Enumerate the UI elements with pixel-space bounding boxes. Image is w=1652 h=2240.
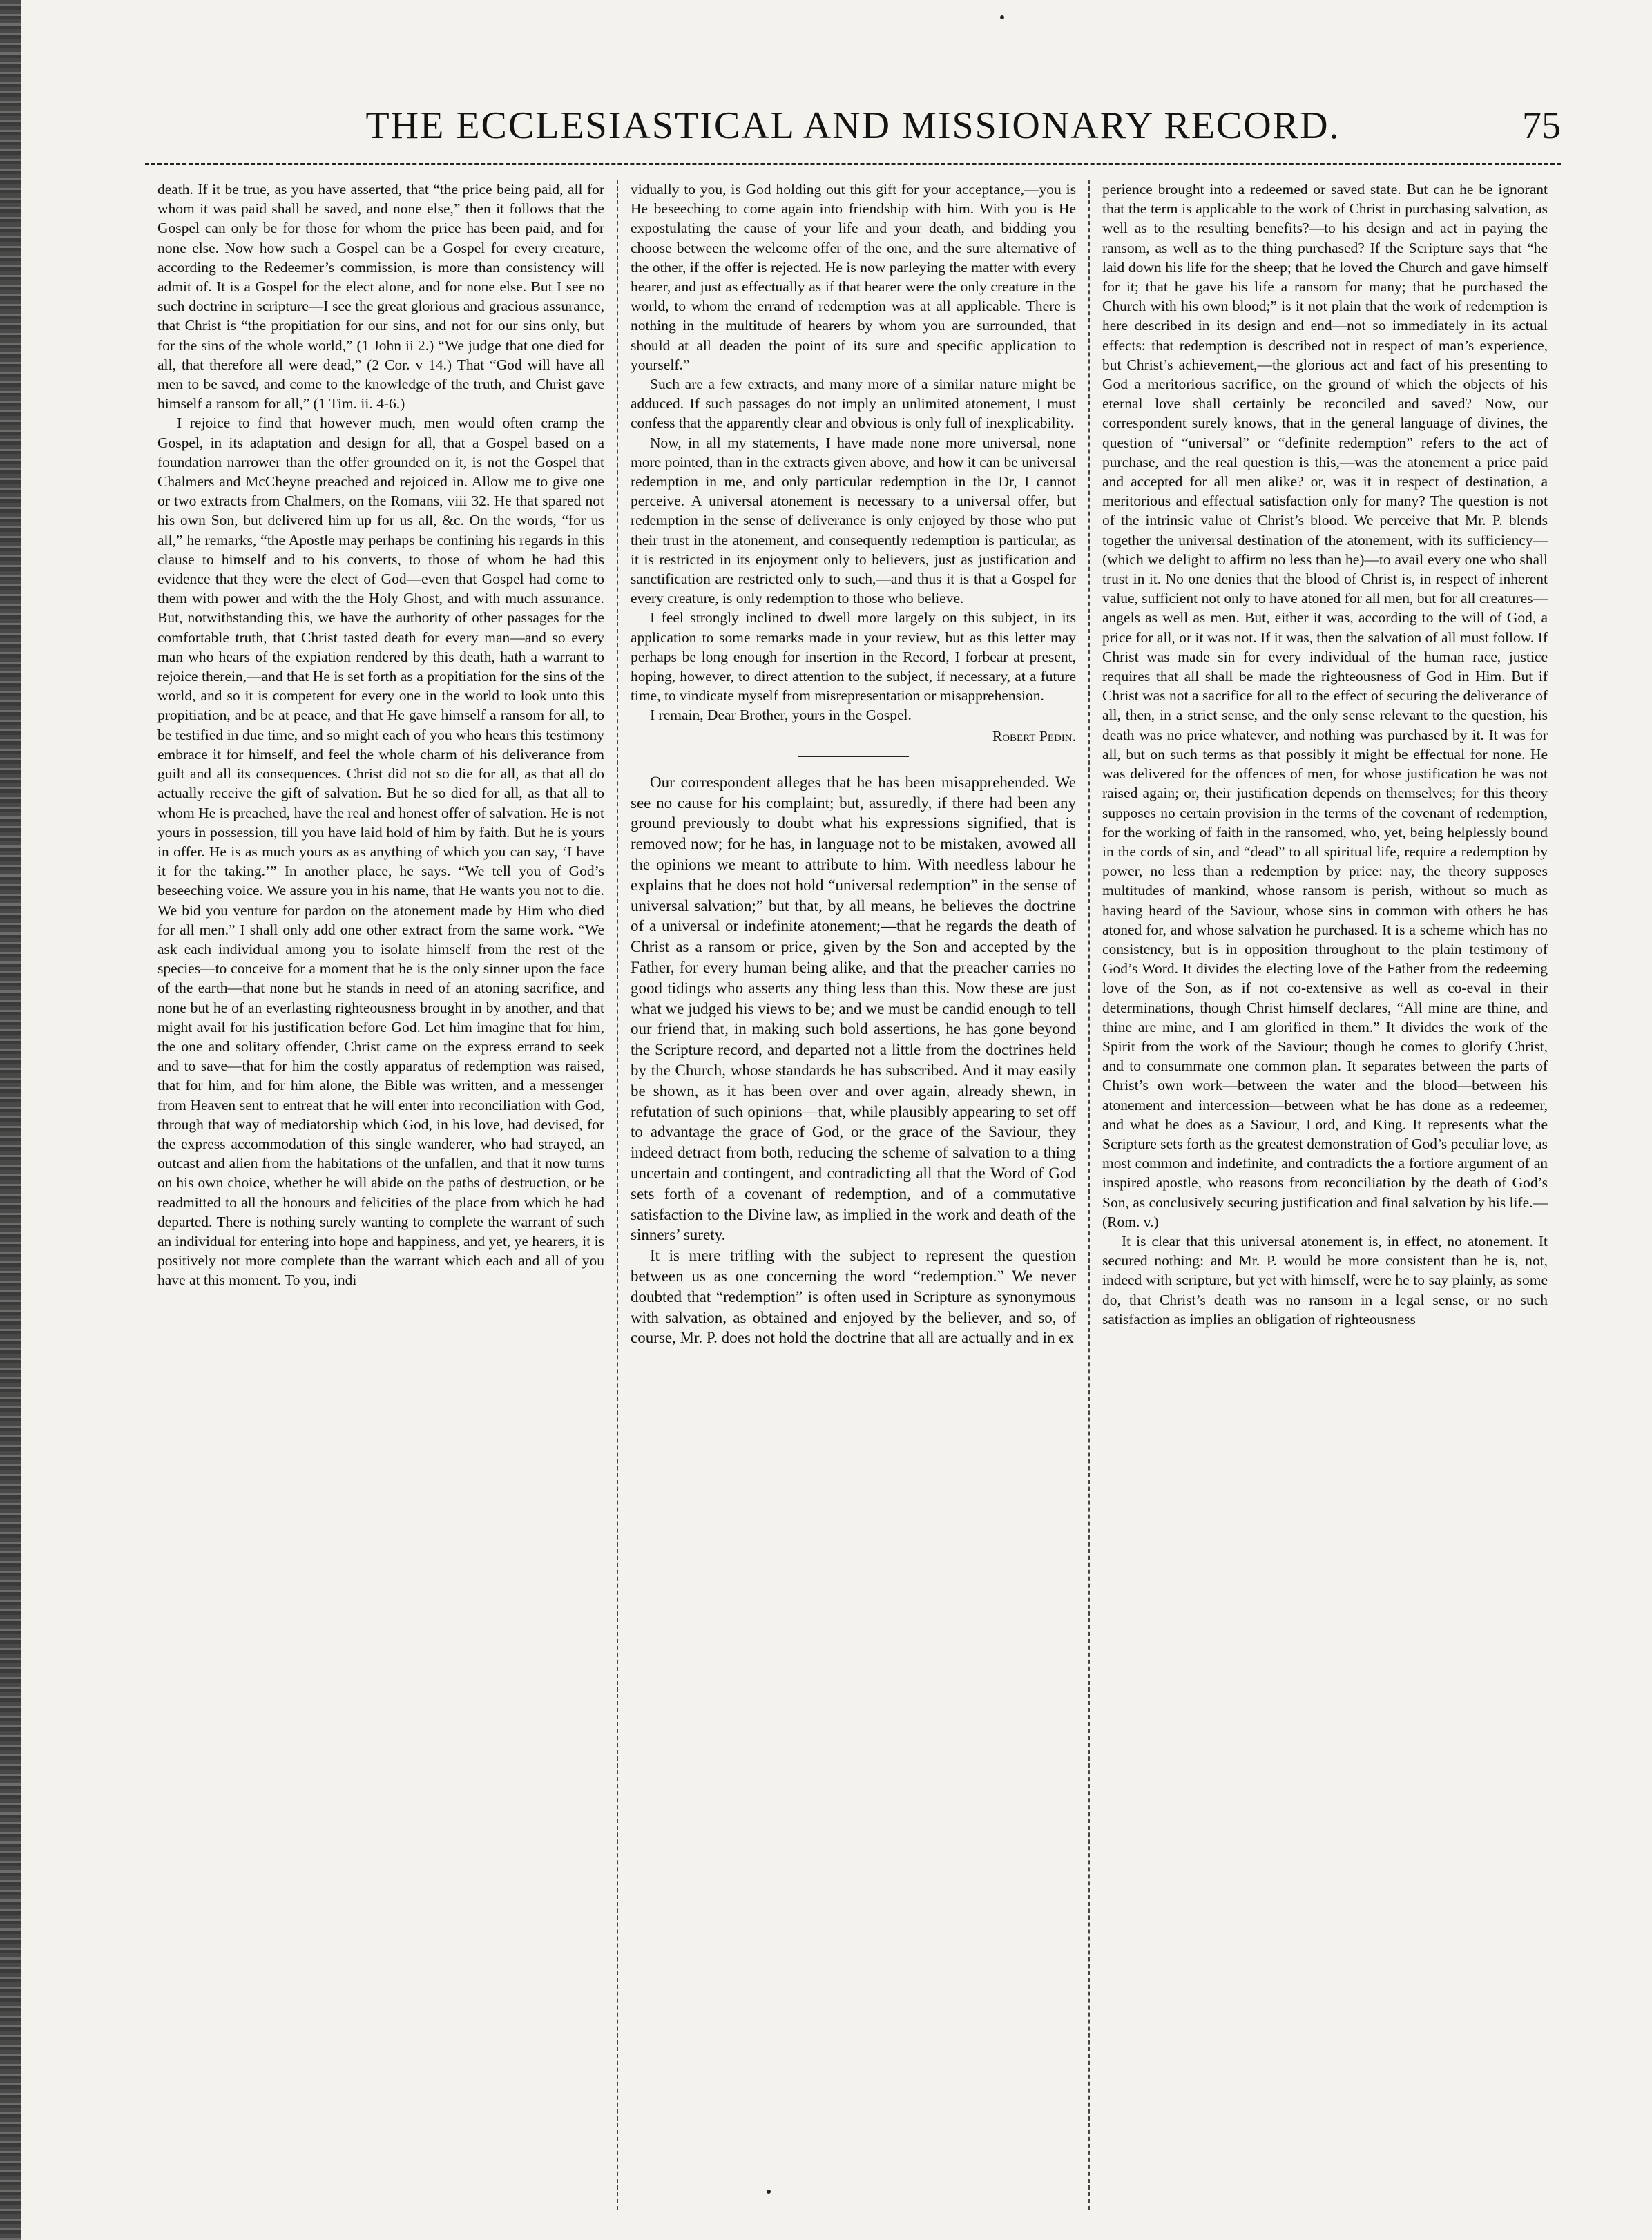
page <box>145 104 1561 2210</box>
editorial-reply <box>631 772 1076 1348</box>
column-3 <box>1088 180 1560 2210</box>
paragraph: vidually to you, is God holding out this gift for your acceptance,—you is He beseeching to come again into friendship with him. With you is He expostulating the cause of your life and your death, and bidding you choose between the welcome offer of the one, and the sure alternative of the other, if the offer is rejected. He is now parleying the matter with every hearer, and just as effectually as if that hearer were the only creature in the world, to whom the errand of redemption was at all applicable. There is nothing in the multitude of hearers by whom you are surrounded, that should at all deaden the point of its sure and specific application to yourself.” <box>631 181 1076 373</box>
letter-signature: Robert Pedin. <box>992 727 1076 745</box>
section-divider <box>798 756 909 757</box>
paragraph: It is mere trifling with the subject to represent the question between us as one concerning the word “redemption.” We never doubted that “redemption” is often used in Scripture as synonymous with salvation, as obtained and enjoyed by the believer, and so, of course, Mr. P. does not hold the doctrine that all are actually and in ex <box>631 1247 1076 1347</box>
paragraph: It is clear that this universal atonement is, in effect, no atonement. It secured nothing: and Mr. P. would be more consistent than he is, not, indeed with scripture, but yet with himself, were he to say plainly, as some do, that Christ’s death was no ransom in a legal sense, or no such satisfaction as implies an obligation of righteousness <box>1102 1232 1548 1328</box>
header-rule <box>145 163 1561 165</box>
page-number: 75 <box>1522 104 1561 147</box>
column-1 <box>145 180 617 2210</box>
text-columns <box>145 180 1561 2210</box>
ink-speck <box>767 2190 771 2194</box>
running-title: THE ECCLESIASTICAL AND MISSIONARY RECORD. <box>365 104 1341 147</box>
paragraph: Such are a few extracts, and many more of a similar nature might be adduced. If such passages do not imply an unlimited atonement, I must confess that the apparently clear and obvious is only full of inexplicability. <box>631 376 1076 432</box>
page-binding-edge <box>0 0 21 2240</box>
ink-speck <box>1000 15 1004 19</box>
paragraph: Now, in all my statements, I have made none more universal, none more pointed, than in the extracts given above, and how it can be universal redemption in me, and only particular redemption in the Dr, I cannot perceive. A universal atonement is necessary to a universal offer, but redemption in the sense of deliverance is only enjoyed by those who put their trust in the atonement, and consequently redemption is particular, as it is restricted in its enjoyment only to believers, just as justification and sanctification are restricted only to such,—and thus it is that a Gospel for every creature, is only redemption to those who believe. <box>631 434 1076 607</box>
paragraph: I rejoice to find that however much, men would often cramp the Gospel, in its adaptation and design for all, that a Gospel based on a foundation narrower than the offer grounded on it, is not the Gospel that Chalmers and McCheyne preached and rejoiced in. Allow me to give one or two extracts from Chalmers, on the Romans, viii 32. He that spared not his own Son, but delivered him up for us all, &c. On the words, “for us all,” he remarks, “the Apostle may perhaps be confining his regards in this clause to himself and to his converts, to those of whom he had this evidence that they were the elect of God—even that Gospel had come to them with power and with the the Holy Ghost, and with much assurance. But, notwithstanding this, we have the authority of other passages for the comfortable truth, that Christ tasted death for every man—and so every man who hears of the expiation rendered by this death, hath a warrant to rejoice therein,—and that He is set forth as a propitiation for the sins of the world, and so it is competent for every one in the world to look unto this propitiation, and be at peace, and that He gave himself a ransom for all, to be testified in due time, and so might each of you who hears this testimony embrace it for himself, and feel the whole charm of his deliverance from guilt and all its consequences. Christ did not so die for all, as that all do actually receive the gift of salvation. But he so died for all, as that all to whom He is preached, have the real and honest offer of salvation. He is not yours in possession, till you have laid hold of him by faith. But he is yours in offer. He is as much yours as as anything of which you can say, ‘I have it for the taking.’” In another place, he says. “We tell you of God’s beseeching voice. We assure you in his name, that He wants you not to die. We bid you venture for pardon on the atonement made by Him who died for all men.” I shall only add one other extract from the same work. “We ask each individual among you to isolate himself from the rest of the species—to conceive for a moment that he is the only sinner upon the face of the earth—that none but he stands in need of an atoning sacrifice, and none but he of an everlasting righteousness brought in by another, and that might avail for his justification before God. Let him imagine that for him, the one and solitary offender, Christ came on the express errand to seek and to save—that for him the costly apparatus of redemption was raised, that for him, and for him alone, the Bible was written, and a messenger from Heaven sent to entreat that he will enter into reconciliation with God, through that way of mediatorship which God, in his love, had devised, for the express accommodation of this single wanderer, who had strayed, an outcast and alien from the habitations of the unfallen, and that it now turns on his own choice, whether he will abide on the paths of destruction, or be readmitted to all the honours and felicities of the place from which he had departed. There is nothing surely wanting to complete the warrant of such an individual for entering into hope and happiness, and yet, ye hearers, it is positively not more complete than the warrant which each and all of you have at this moment. To you, indi <box>157 414 604 1289</box>
paragraph: perience brought into a redeemed or saved state. But can he be ignorant that the term is applicable to the work of Christ in purchasing salvation, as well as to the resulting benefits?—to his design and act in paying the ransom, as well as to the thing purchased? If the Scripture says that “he laid down his life for the sheep; that he loved the Church and gave himself for it; that he gave his life a ransom for many; that he purchased the Church with his own blood;” is it not plain that the work of redemption is here described in its design and end—not so immediately in its actual effects: that redemption is described not in respect of man’s experience, but Christ’s achievement,—the glorious act and fact of his presenting to God a meritorious sacrifice, on the ground of which the objects of his eternal love shall certainly be reconciled and saved? Now, our correspondent surely knows, that in the general language of divines, the question of “universal” or “definite redemption” refers to the act of purchase, and the real question is this,—was the atonement a price paid and accepted for all men alike? or, was it in respect of destination, a meritorious and effectual satisfaction only for many? The question is not of the intrinsic value of Christ’s blood. We perceive that Mr. P. blends together the universal destination of the atonement, with its sufficiency—(which we delight to affirm no less than he)—to avail every one who shall trust in it. No one denies that the blood of Christ is, in respect of inherent value, sufficient not only to have atoned for all men, but for all creatures—angels as well as men. But, either it was, according to the will of God, a price for all, or it was not. If it was, then the salvation of all must follow. If Christ was made sin for every individual of the human race, justice requires that all shall be made the righteousness of God in Him. But if Christ was not a sacrifice for all to the effect of securing the deliverance of all, then, in a strict sense, and the only sense relevant to the question, his death was no price whatever, and nothing was purchased by it. It was for all, but on such terms as that possibly it might be effectual for none. He was delivered for the offences of men, for whose justification he was not raised again; or, their justification depends on themselves; for this theory supposes no certain provision in the terms of the covenant of redemption, for the working of faith in the ransomed, who, yet, being helplessly bound in the cords of sin, and “dead” to all spiritual life, require a redemption by power, no less than a redemption by price: nay, the theory supposes multitudes of mankind, whose ransom is perish, without so much as having heard of the Saviour, whose sins in common with others he has atoned for, and whose salvation he purchased. It is a scheme which has no consistency, but is in opposition throughout to the plain testimony of God’s Word. It divides the electing love of the Father from the redeeming love of the Son, as if not co-extensive as well as co-eval in their determinations, though Christ himself declares, “All mine are thine, and thine are mine, and I am glorified in them.” It divides the work of the Spirit from the work of the Saviour; though he comes to glorify Christ, and to consummate one common plan. It separates between the parts of Christ’s own work—between the water and the blood—between his atonement and intercession—between what he has done as a redeemer, and what he does as a Saviour, Lord, and King. It represents what the Scripture sets forth as the greatest demonstration of God’s peculiar love, as most common and indefinite, and contradicts the a fortiore argument of an inspired apostle, who reasons from reconciliation by the death of God’s Son, as conclusively securing justification and final salvation by his life.—(Rom. v.) <box>1102 181 1548 1230</box>
paragraph: Our correspondent alleges that he has been misapprehended. We see no cause for his complaint; but, assuredly, if there had been any ground previously to doubt what his expressions signified, that is removed now; for he has, in language not to be mistaken, avowed all the opinions we meant to attribute to him. With needless labour he explains that he does not hold “universal redemption” in the sense of universal salvation;” but that, by all means, he believes the doctrine of a universal or indefinite atonement;—that he regards the death of Christ as a ransom or price, given by the Son and accepted by the Father, for every human being alike, and that the preacher carries no good tidings who asserts any thing less than this. Now these are just what we judged his views to be; and we must be candid enough to tell our friend that, in making such bold assertions, he has gone beyond the Scripture record, and departed not a little from the doctrines held by the Church, whose standards he has subscribed. And it may easily be shown, as it has been over and over again, already shewn, in refutation of such opinions—that, while plausibly appearing to set off to advantage the grace of God, or the grace of the Saviour, they indeed detract from both, reducing the scheme of salvation to a thing uncertain and contingent, and contradicting all that the Word of God sets forth of a covenant of redemption, and of a commutative satisfaction to the Divine law, as implied in the work and death of the sinners’ surety. <box>631 773 1076 1244</box>
paragraph: death. If it be true, as you have asserted, that “the price being paid, all for whom it was paid shall be saved, and none else,” then it follows that the Gospel can only be for those for whom the price has been paid, and for none else. Now how such a Gospel can be a Gospel for every creature, according to the Redeemer’s commission, is more than consistency will admit of. It is a Gospel for the elect alone, and for none else. But I see no such doctrine in scripture—I see the great glorious and gracious assurance, that Christ is “the propitiation for our sins, and not for our sins only, but for the sins of the whole world,” (1 John ii 2.) “We judge that one died for all, that therefore all were dead,” (2 Cor. v 14.) That “God will have all men to be saved, and come to the knowledge of the truth, and Christ gave himself a ransom for all,” (1 Tim. ii. 4-6.) <box>157 181 604 412</box>
paragraph: I feel strongly inclined to dwell more largely on this subject, in its application to some remarks made in your review, but as this letter may perhaps be long enough for insertion in the Record, I forbear at present, hoping, however, to direct attention to the subject, if necessary, at a future time, to vindicate myself from misrepresentation or misapprehension. <box>631 609 1076 705</box>
letter-closing: I remain, Dear Brother, yours in the Gospel. <box>650 707 912 724</box>
column-2 <box>617 180 1088 2210</box>
page-header <box>145 104 1561 159</box>
